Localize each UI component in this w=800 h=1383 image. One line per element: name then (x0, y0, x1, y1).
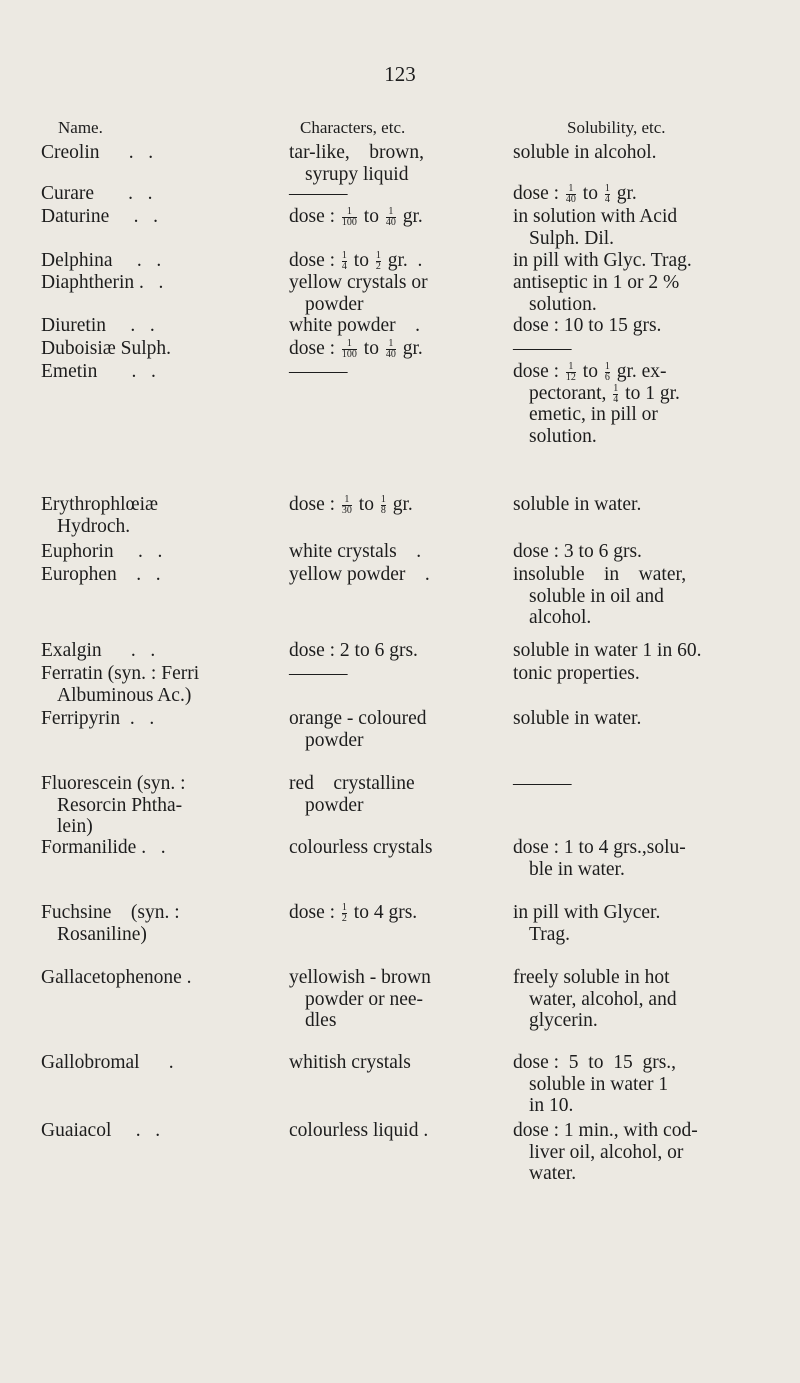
entry-name-line: Exalgin . . (41, 640, 156, 661)
entry-name-line: Diaphtherin . . (41, 272, 164, 293)
header-name: Name. (58, 118, 103, 137)
entry-characters-line: dose : $\frac{1}{4}$ to $\frac{1}{2}$ gr. . (289, 250, 423, 273)
entry-solubility-line: dose : 1 to 4 grs.,solu- (513, 837, 686, 858)
entry-name-line: Fluorescein (syn. : (41, 773, 186, 794)
entry-solubility-line: insoluble in water, (513, 564, 687, 585)
entry-name-line: Emetin . . (41, 361, 156, 382)
entry-characters-line: ——— (289, 183, 348, 204)
entry-name-line: Creolin . . (41, 142, 154, 163)
fraction: $\frac{1}{2}$ (341, 902, 347, 925)
entry-solubility-line: in pill with Glyc. Trag. (513, 250, 692, 271)
entry-name-line: Fuchsine (syn. : (41, 902, 180, 923)
entry-characters-line: dose : 2 to 6 grs. (289, 640, 418, 661)
entry-characters-line: whitish crystals (289, 1052, 411, 1073)
entry-characters-line: powder (305, 729, 364, 751)
entry-characters-line: colourless liquid . (289, 1120, 429, 1141)
entry-characters-line: yellow powder . (289, 564, 430, 585)
entry-characters-line: powder (305, 794, 364, 816)
entry-solubility-line: ble in water. (529, 858, 625, 880)
entry-name-line: Delphina . . (41, 250, 162, 271)
fraction: $\frac{1}{2}$ (375, 250, 381, 273)
entry-solubility-line: tonic properties. (513, 663, 640, 684)
fraction: $\frac{1}{8}$ (380, 494, 386, 517)
entry-name-line: lein) (57, 816, 93, 837)
entry-characters-line: white crystals . (289, 541, 422, 562)
fraction: $\frac{1}{4}$ (604, 183, 610, 206)
entry-solubility-line: alcohol. (529, 607, 592, 628)
entry-solubility-line: Trag. (529, 923, 570, 945)
entry-name-line: Ferratin (syn. : Ferri (41, 663, 200, 684)
entry-name-line: Rosaniline) (57, 923, 147, 945)
entry-characters-line: powder (305, 293, 364, 315)
entry-characters-line: dose : $\frac{1}{100}$ to $\frac{1}{40}$ gr. (289, 206, 423, 229)
entry-name-line: Formanilide . . (41, 837, 166, 858)
entry-solubility-line: antiseptic in 1 or 2 % (513, 272, 680, 293)
entry-characters-line: yellow crystals or (289, 272, 428, 293)
entry-solubility-line: soluble in water 1 (529, 1073, 669, 1095)
entry-solubility-line: ——— (513, 773, 572, 794)
entry-solubility-line: Sulph. Dil. (529, 227, 615, 249)
entry-solubility-line: liver oil, alcohol, or (529, 1141, 684, 1163)
entry-solubility-line: solution. (529, 425, 597, 447)
entry-solubility-line: water. (529, 1163, 577, 1184)
entry-name-line: Europhen . . (41, 564, 161, 585)
entry-name-line: Resorcin Phtha- (57, 794, 183, 816)
entry-characters-line: ——— (289, 361, 348, 382)
page-number: 123 (384, 62, 416, 86)
entry-solubility-line: dose : 10 to 15 grs. (513, 315, 662, 336)
entry-name-line: Guaiacol . . (41, 1120, 161, 1141)
entry-characters-line: dles (305, 1010, 337, 1031)
entry-solubility-line: dose : 1 min., with cod- (513, 1120, 698, 1141)
entry-characters-line: powder or nee- (305, 988, 424, 1010)
fraction: $\frac{1}{4}$ (341, 250, 347, 273)
entry-name-line: Erythrophlœiæ (41, 494, 158, 515)
entry-solubility-line: glycerin. (529, 1010, 598, 1031)
entry-solubility-line: dose : 5 to 15 grs., (513, 1052, 677, 1073)
fraction: $\frac{1}{100}$ (341, 338, 357, 361)
entry-characters-line: white powder . (289, 315, 421, 336)
entry-solubility-line: in solution with Acid (513, 206, 678, 227)
entry-solubility-line: in 10. (529, 1095, 574, 1116)
fraction: $\frac{1}{6}$ (604, 361, 610, 384)
entry-characters-line: yellowish - brown (289, 967, 431, 988)
entry-solubility-line: solution. (529, 293, 597, 315)
entry-characters-line: tar-like, brown, (289, 142, 424, 163)
entry-characters-line: dose : $\frac{1}{30}$ to $\frac{1}{8}$ gr. (289, 494, 413, 517)
fraction: $\frac{1}{12}$ (565, 361, 576, 384)
fraction: $\frac{1}{40}$ (385, 338, 396, 361)
entry-name-line: Duboisiæ Sulph. (41, 338, 172, 359)
fraction: $\frac{1}{4}$ (613, 382, 619, 405)
entry-name-line: Gallacetophenone . (41, 967, 192, 988)
entry-name-line: Ferripyrin . . (41, 708, 155, 729)
entry-solubility-line: in pill with Glycer. (513, 902, 661, 923)
entry-solubility-line: soluble in water 1 in 60. (513, 640, 702, 661)
header-solubility: Solubility, etc. (567, 118, 666, 137)
entry-solubility-line: soluble in alcohol. (513, 142, 657, 163)
entry-solubility-line: soluble in water. (513, 494, 642, 515)
entry-solubility-line: pectorant, $\frac{1}{4}$ to 1 gr. (529, 382, 680, 405)
entry-characters-line: ——— (289, 663, 348, 684)
entry-solubility-line: soluble in water. (513, 708, 642, 729)
fraction: $\frac{1}{100}$ (341, 206, 357, 229)
entry-solubility-line: dose : $\frac{1}{12}$ to $\frac{1}{6}$ gr. ex- (513, 361, 667, 384)
fraction: $\frac{1}{40}$ (565, 183, 576, 206)
fraction: $\frac{1}{40}$ (385, 206, 396, 229)
header-characters: Characters, etc. (300, 118, 406, 137)
entry-name-line: Albuminous Ac.) (57, 684, 192, 706)
entry-characters-line: syrupy liquid (305, 163, 409, 185)
entry-name-line: Euphorin . . (41, 541, 163, 562)
entry-characters-line: colourless crystals (289, 837, 433, 858)
entry-solubility-line: dose : $\frac{1}{40}$ to $\frac{1}{4}$ gr. (513, 183, 637, 206)
entry-name-line: Diuretin . . (41, 315, 155, 336)
entry-name-line: Hydroch. (57, 515, 131, 537)
entry-characters-line: red crystalline (289, 773, 415, 794)
entry-characters-line: orange - coloured (289, 708, 427, 729)
entry-solubility-line: ——— (513, 338, 572, 359)
entry-characters-line: dose : $\frac{1}{100}$ to $\frac{1}{40}$ gr. (289, 338, 423, 361)
entry-name-line: Gallobromal . (41, 1052, 174, 1073)
entry-name-line: Curare . . (41, 183, 153, 204)
entry-solubility-line: freely soluble in hot (513, 967, 670, 988)
entry-characters-line: dose : $\frac{1}{2}$ to 4 grs. (289, 902, 418, 925)
entry-solubility-line: emetic, in pill or (529, 404, 658, 425)
entry-solubility-line: water, alcohol, and (529, 988, 677, 1010)
fraction: $\frac{1}{30}$ (341, 494, 352, 517)
entry-name-line: Daturine . . (41, 206, 158, 227)
entry-solubility-line: soluble in oil and (529, 585, 664, 607)
entry-solubility-line: dose : 3 to 6 grs. (513, 541, 642, 562)
